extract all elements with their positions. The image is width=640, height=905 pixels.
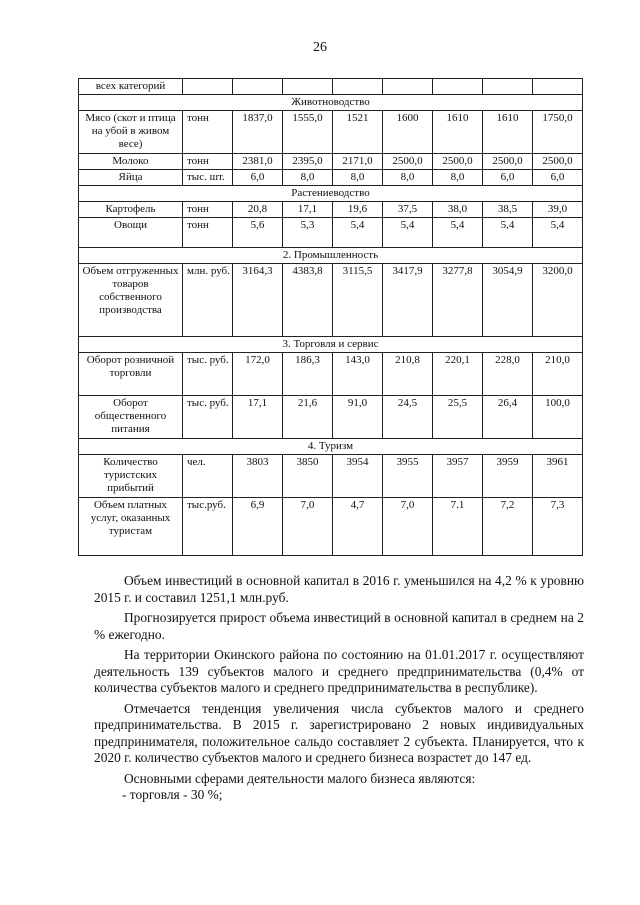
section-header-row xyxy=(79,439,583,455)
section-title: Растениеводство xyxy=(79,186,583,202)
table-row xyxy=(79,498,583,556)
value-cell: 7,2 xyxy=(483,498,533,556)
value-cell: 7,3 xyxy=(533,498,583,556)
paragraph-forecast: Прогнозируется прирост объема инвестиций в основной капитал в среднем на 2 % ежегодно. xyxy=(94,610,584,642)
row-unit: тонн xyxy=(183,154,233,170)
value-cell: 3277,8 xyxy=(433,264,483,337)
value-cell: 7,0 xyxy=(383,498,433,556)
section-header-row xyxy=(79,337,583,353)
value-cell: 5,3 xyxy=(283,218,333,248)
value-cell: 4383,8 xyxy=(283,264,333,337)
value-cell: 5,4 xyxy=(533,218,583,248)
value-cell: 3200,0 xyxy=(533,264,583,337)
value-cell: 1837,0 xyxy=(233,111,283,154)
row-label: Объем платных услуг, оказанных туристам xyxy=(79,498,183,556)
value-cell: 3954 xyxy=(333,455,383,498)
value-cell: 2395,0 xyxy=(283,154,333,170)
empty-cell xyxy=(333,79,383,95)
row-unit: тонн xyxy=(183,202,233,218)
value-cell: 3115,5 xyxy=(333,264,383,337)
value-cell: 8,0 xyxy=(333,170,383,186)
value-cell: 1610 xyxy=(433,111,483,154)
row-unit: тыс. шт. xyxy=(183,170,233,186)
value-cell: 143,0 xyxy=(333,353,383,396)
row-label: Молоко xyxy=(79,154,183,170)
value-cell: 172,0 xyxy=(233,353,283,396)
value-cell: 19,6 xyxy=(333,202,383,218)
empty-cell xyxy=(233,79,283,95)
value-cell: 20,8 xyxy=(233,202,283,218)
empty-cell xyxy=(283,79,333,95)
value-cell: 3417,9 xyxy=(383,264,433,337)
empty-cell xyxy=(483,79,533,95)
value-cell: 210,0 xyxy=(533,353,583,396)
value-cell: 21,6 xyxy=(283,396,333,439)
row-unit: тыс.руб. xyxy=(183,498,233,556)
value-cell: 210,8 xyxy=(383,353,433,396)
table-row xyxy=(79,353,583,396)
value-cell: 6,9 xyxy=(233,498,283,556)
table-row xyxy=(79,202,583,218)
value-cell: 17,1 xyxy=(283,202,333,218)
value-cell: 3955 xyxy=(383,455,433,498)
row-label: Мясо (скот и птица на убой в живом весе) xyxy=(79,111,183,154)
empty-cell xyxy=(383,79,433,95)
paragraph-sme-count: На территории Окинского района по состоянию на 01.01.2017 г. осуществляют деятельность 139 субъектов малого и среднего предпринимательства (0,4% от количества субъектов малого и среднего предпринимательства в республике). xyxy=(94,647,584,695)
value-cell: 25,5 xyxy=(433,396,483,439)
section-title: 3. Торговля и сервис xyxy=(79,337,583,353)
value-cell: 186,3 xyxy=(283,353,333,396)
row-unit: тонн xyxy=(183,111,233,154)
forecast-table xyxy=(78,78,583,556)
value-cell: 1600 xyxy=(383,111,433,154)
table-row xyxy=(79,154,583,170)
row-label: Количество туристских прибытий xyxy=(79,455,183,498)
value-cell: 3959 xyxy=(483,455,533,498)
value-cell: 38,0 xyxy=(433,202,483,218)
value-cell: 39,0 xyxy=(533,202,583,218)
row-unit: тыс. руб. xyxy=(183,396,233,439)
value-cell: 1750,0 xyxy=(533,111,583,154)
table-body xyxy=(79,79,583,556)
value-cell: 7,0 xyxy=(283,498,333,556)
value-cell: 3054,9 xyxy=(483,264,533,337)
value-cell: 91,0 xyxy=(333,396,383,439)
partial-row-label: всех категорий xyxy=(79,79,183,95)
value-cell: 2381,0 xyxy=(233,154,283,170)
paragraph-investment: Объем инвестиций в основной капитал в 2016 г. уменьшился на 4,2 % к уровню 2015 г. и составил 1251,1 млн.руб. xyxy=(94,573,584,605)
value-cell: 6,0 xyxy=(233,170,283,186)
value-cell: 1521 xyxy=(333,111,383,154)
value-cell: 8,0 xyxy=(383,170,433,186)
value-cell: 2500,0 xyxy=(383,154,433,170)
row-unit: тонн xyxy=(183,218,233,248)
value-cell: 38,5 xyxy=(483,202,533,218)
value-cell: 1555,0 xyxy=(283,111,333,154)
table-row xyxy=(79,218,583,248)
value-cell: 2500,0 xyxy=(483,154,533,170)
value-cell: 3957 xyxy=(433,455,483,498)
section-title: 2. Промышленность xyxy=(79,248,583,264)
paragraph-sme-trend: Отмечается тенденция увеличения числа субъектов малого и среднего предпринимательства. В 2015 г. зарегистрировано 2 новых индивидуальных предпринимателя, положительное сальдо составляет 2 субъекта. Планируется, что к 2020 г. количество субъектов малого и среднего бизнеса возрастет до 147 ед. xyxy=(94,700,584,765)
section-header-row xyxy=(79,248,583,264)
empty-cell xyxy=(183,79,233,95)
empty-cell xyxy=(533,79,583,95)
value-cell: 100,0 xyxy=(533,396,583,439)
row-unit: млн. руб. xyxy=(183,264,233,337)
value-cell: 4,7 xyxy=(333,498,383,556)
row-unit: тыс. руб. xyxy=(183,353,233,396)
value-cell: 5,6 xyxy=(233,218,283,248)
value-cell: 228,0 xyxy=(483,353,533,396)
row-label: Овощи xyxy=(79,218,183,248)
value-cell: 5,4 xyxy=(483,218,533,248)
value-cell: 3164,3 xyxy=(233,264,283,337)
body-text xyxy=(94,573,584,804)
value-cell: 17,1 xyxy=(233,396,283,439)
section-header-row xyxy=(79,186,583,202)
list-item-trade: - торговля - 30 %; xyxy=(122,787,223,802)
table-row xyxy=(79,455,583,498)
row-label: Объем отгруженных товаров собственного производства xyxy=(79,264,183,337)
section-header-row xyxy=(79,95,583,111)
value-cell: 5,4 xyxy=(433,218,483,248)
section-title: 4. Туризм xyxy=(79,439,583,455)
table-row xyxy=(79,111,583,154)
empty-cell xyxy=(433,79,483,95)
value-cell: 5,4 xyxy=(333,218,383,248)
table-row xyxy=(79,264,583,337)
row-label: Оборот розничной торговли xyxy=(79,353,183,396)
row-unit: чел. xyxy=(183,455,233,498)
paragraph-business-spheres: Основными сферами деятельности малого бизнеса являются: xyxy=(124,770,476,786)
value-cell: 8,0 xyxy=(283,170,333,186)
table-row xyxy=(79,170,583,186)
value-cell: 3850 xyxy=(283,455,333,498)
row-label: Оборот общественного питания xyxy=(79,396,183,439)
value-cell: 2500,0 xyxy=(533,154,583,170)
value-cell: 3803 xyxy=(233,455,283,498)
page-number: 26 xyxy=(313,40,327,55)
value-cell: 2500,0 xyxy=(433,154,483,170)
value-cell: 3961 xyxy=(533,455,583,498)
value-cell: 37,5 xyxy=(383,202,433,218)
section-title: Животноводство xyxy=(79,95,583,111)
value-cell: 5,4 xyxy=(383,218,433,248)
value-cell: 6,0 xyxy=(483,170,533,186)
value-cell: 26,4 xyxy=(483,396,533,439)
value-cell: 6,0 xyxy=(533,170,583,186)
table-row-partial xyxy=(79,79,583,95)
value-cell: 1610 xyxy=(483,111,533,154)
row-label: Яйца xyxy=(79,170,183,186)
value-cell: 7.1 xyxy=(433,498,483,556)
row-label: Картофель xyxy=(79,202,183,218)
value-cell: 220,1 xyxy=(433,353,483,396)
value-cell: 2171,0 xyxy=(333,154,383,170)
value-cell: 8,0 xyxy=(433,170,483,186)
value-cell: 24,5 xyxy=(383,396,433,439)
table-row xyxy=(79,396,583,439)
